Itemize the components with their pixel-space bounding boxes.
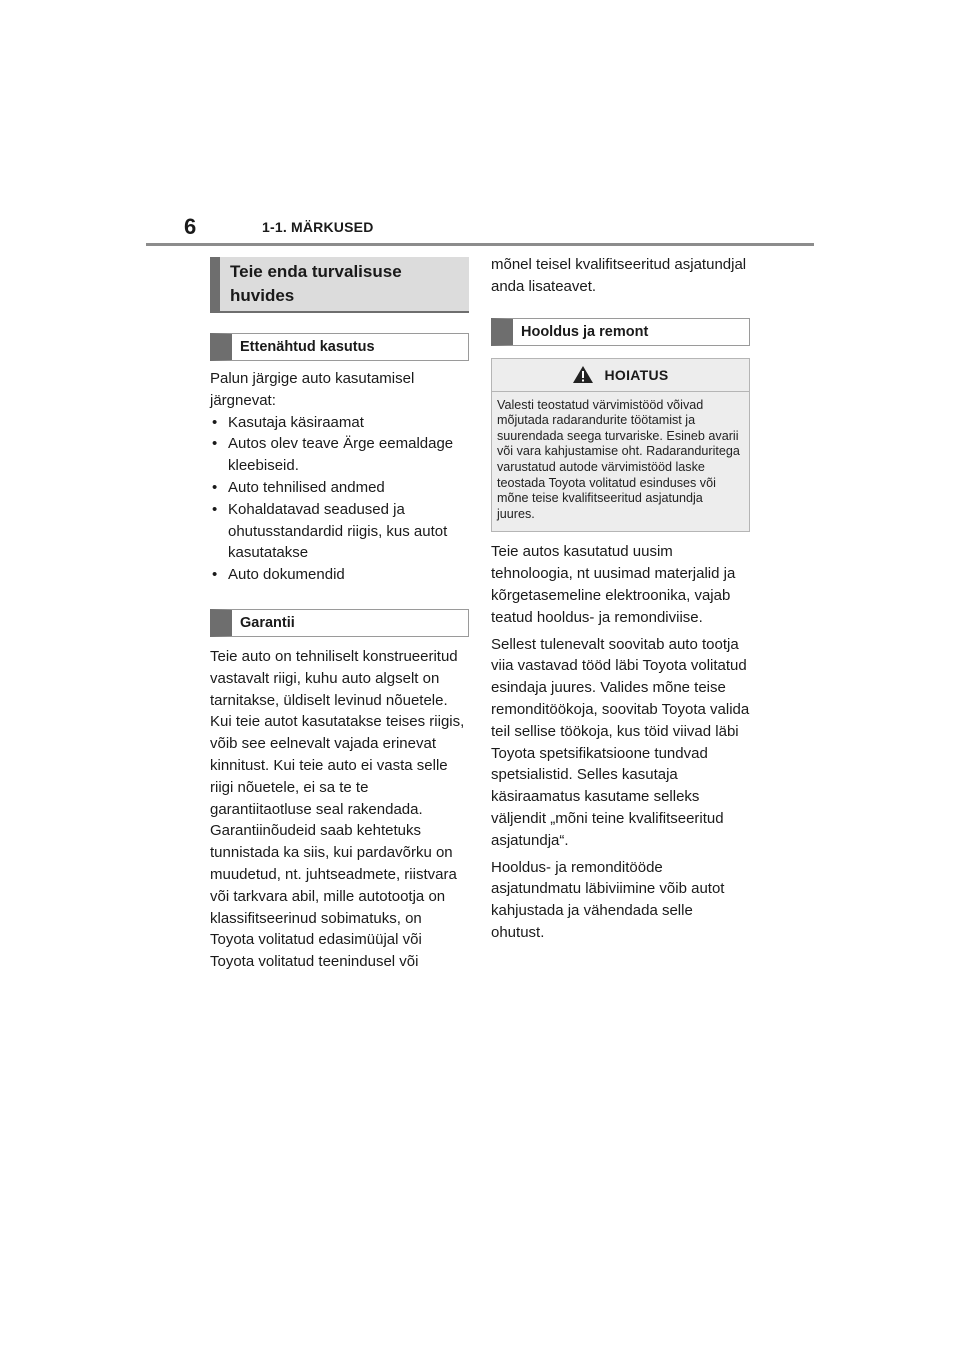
page-number: 6 — [184, 214, 197, 239]
continuation-text: mõnel teisel kvalifitseeritud asjatundjal anda lisateavet. — [491, 256, 747, 295]
intended-use-list — [210, 412, 469, 586]
section-heading: Teie enda turvalisuse huvides — [210, 257, 469, 313]
intended-use-intro: Palun järgige auto kasutamisel järgnevat: — [210, 370, 415, 409]
warning-box — [491, 358, 750, 533]
list-item: • Auto dokumendid — [212, 566, 345, 584]
left-column — [210, 257, 469, 973]
warning-header — [492, 359, 749, 392]
warning-text: Valesti teostatud värvimistööd võivad mõjutada radarandurite töötamist ja suurendada seega turvariske. Esineb avarii või vara kahjustamise oht. Radaranduritega varustatud autode värvimistööd laske teostada Toyota volitatud esinduses või mõne teise kvalifitseeritud asjatundja juures. — [497, 397, 740, 521]
warning-title: HOIATUS — [604, 366, 669, 383]
list-item: • Auto tehnilised andmed — [212, 478, 385, 496]
subheading-warranty: Garantii — [210, 609, 469, 637]
list-item: • Autos olev teave Ärge eemaldage kleebiseid. — [212, 435, 454, 475]
chapter-title: 1-1. MÄRKUSED — [262, 219, 374, 235]
right-column — [491, 254, 750, 944]
subheading-maintenance: Hooldus ja remont — [491, 318, 750, 346]
list-item: • Kohaldatavad seadused ja ohutusstandardid riigis, kus autot kasutatakse — [212, 500, 448, 562]
maintenance-paragraph: Hooldus- ja remonditööde asjatundmatu läbiviimine võib autot kahjustada ja vähendada selle ohutust. — [491, 858, 725, 941]
warranty-text: Teie auto on tehniliselt konstrueeritud vastavalt riigi, kuhu auto algselt on tarnitakse, üldiselt levinud nõuetele. Kui teie autot kasutatakse teises riigis, võib see eelnevalt vajada erinevat kinnitust. Kui teie auto ei vasta selle riigi nõuetele, ei sa te te garantiitaotluse seal rakendada. Garantiinõudeid saab kehtetuks tunnistada ka siis, kui pardavõrku on muudetud, nt. juhtseadmete, riistvara või tarkvara abil, mille autotootja on klassifitseerinud sobimatuks, on Toyota volitatud edasimüüjal või Toyota volitatud teenindusel või — [210, 647, 465, 971]
warning-triangle-icon — [572, 365, 594, 384]
maintenance-paragraph: Teie autos kasutatud uusim tehnoloogia, nt uusimad materjalid ja kõrgetasemeline elektroonika, vajab teatud hooldus- ja remondiviise. — [491, 543, 736, 626]
list-item: • Kasutaja käsiraamat — [212, 413, 364, 431]
maintenance-paragraph: Sellest tulenevalt soovitab auto tootja viia vastavad tööd läbi Toyota volitatud esindaja juures. Valides mõne teise remonditöökoja, soovitab Toyota valida teil sellise töökoja, kus töid viivad läbi Toyota spetsifikatsioone tundvad spetsialistid. Selles kasutaja käsiraamatus kasutame selleks väljendit „mõni teine kvalifitseeritud asjatundja“. — [491, 635, 750, 849]
subheading-intended-use: Ettenähtud kasutus — [210, 333, 469, 361]
header-rule — [146, 243, 814, 246]
